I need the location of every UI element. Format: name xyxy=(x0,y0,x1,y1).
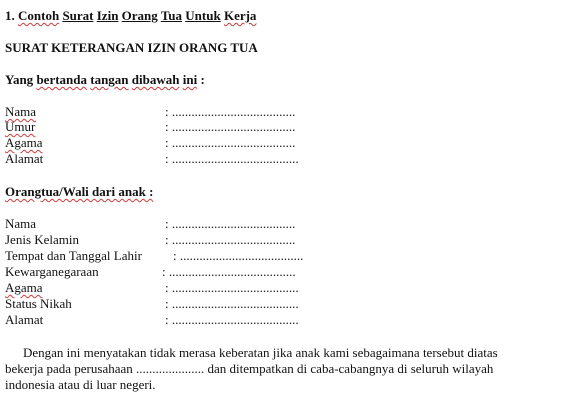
title-word: Orang xyxy=(121,8,158,23)
field-row-agama xyxy=(5,135,335,150)
title-word: Untuk xyxy=(185,8,221,23)
field-row-tempat-tanggal-lahir xyxy=(5,248,335,263)
field-row-jenis-kelamin xyxy=(5,232,335,247)
intro-word: tangan xyxy=(90,72,129,87)
title-word: Tua xyxy=(160,8,183,23)
field-value-placeholder: : ...................................... xyxy=(165,104,296,119)
field-row-kewarganegaraan xyxy=(5,264,335,279)
field-label: Kewarganegaraan xyxy=(5,264,99,279)
statement-line: indonesia atau di luar negeri. xyxy=(5,377,156,392)
statement-paragraph xyxy=(5,345,570,393)
field-value-placeholder: : ....................................... xyxy=(162,264,296,279)
field-value-placeholder: : ...................................... xyxy=(165,135,296,150)
field-value-placeholder: : ....................................... xyxy=(165,280,299,295)
title-word: Contoh xyxy=(18,8,60,23)
title-word: Kerja xyxy=(223,8,257,23)
title-word: Surat xyxy=(62,8,94,23)
title-word: Izin xyxy=(96,8,119,23)
field-row-nama xyxy=(5,104,335,119)
intro-word: : xyxy=(200,72,205,87)
field-row-alamat-anak xyxy=(5,312,335,327)
field-value-placeholder: : ...................................... xyxy=(165,119,296,134)
intro-word: bertanda xyxy=(36,72,87,87)
field-value-placeholder: : ...................................... xyxy=(165,216,296,231)
field-row-agama-anak xyxy=(5,280,335,295)
title-number: 1. xyxy=(5,8,15,23)
field-label: Agama xyxy=(5,280,43,295)
document-heading: SURAT KETERANGAN IZIN ORANG TUA xyxy=(5,40,258,55)
field-value-placeholder: : ...................................... xyxy=(173,248,304,263)
field-value-placeholder: : ...................................... xyxy=(165,232,296,247)
intro-word: Yang xyxy=(5,72,34,87)
field-label: Alamat xyxy=(5,151,44,166)
section2-heading-text: Orangtua/Wali dari anak : xyxy=(5,184,154,199)
field-row-status-nikah xyxy=(5,296,335,311)
section1-intro xyxy=(5,72,205,87)
field-row-umur xyxy=(5,119,335,134)
field-label: Jenis Kelamin xyxy=(5,232,80,247)
section2-heading xyxy=(5,184,153,199)
field-label: Umur xyxy=(5,119,36,134)
statement-line: bekerja pada perusahaan ..................... dan ditempatkan di caba-cabangnya di seluruh wilayah xyxy=(5,361,494,376)
field-row-alamat xyxy=(5,151,335,166)
field-label: Status Nikah xyxy=(5,296,72,311)
statement-line: Dengan ini menyatakan tidak merasa keberatan jika anak kami sebagaimana tersebut diatas xyxy=(23,345,498,360)
field-label: Tempat dan Tanggal Lahir xyxy=(5,248,142,263)
field-value-placeholder: : ....................................... xyxy=(165,312,299,327)
field-label: Alamat xyxy=(5,312,44,327)
field-row-nama-anak xyxy=(5,216,335,231)
field-label: Nama xyxy=(5,216,37,231)
field-label: Agama xyxy=(5,135,43,150)
intro-word: ini xyxy=(182,72,198,87)
field-value-placeholder: : ....................................... xyxy=(165,151,299,166)
document-title xyxy=(5,8,256,23)
field-label: Nama xyxy=(5,104,37,119)
intro-word: dibawah xyxy=(131,72,180,87)
field-value-placeholder: : ....................................... xyxy=(165,296,299,311)
